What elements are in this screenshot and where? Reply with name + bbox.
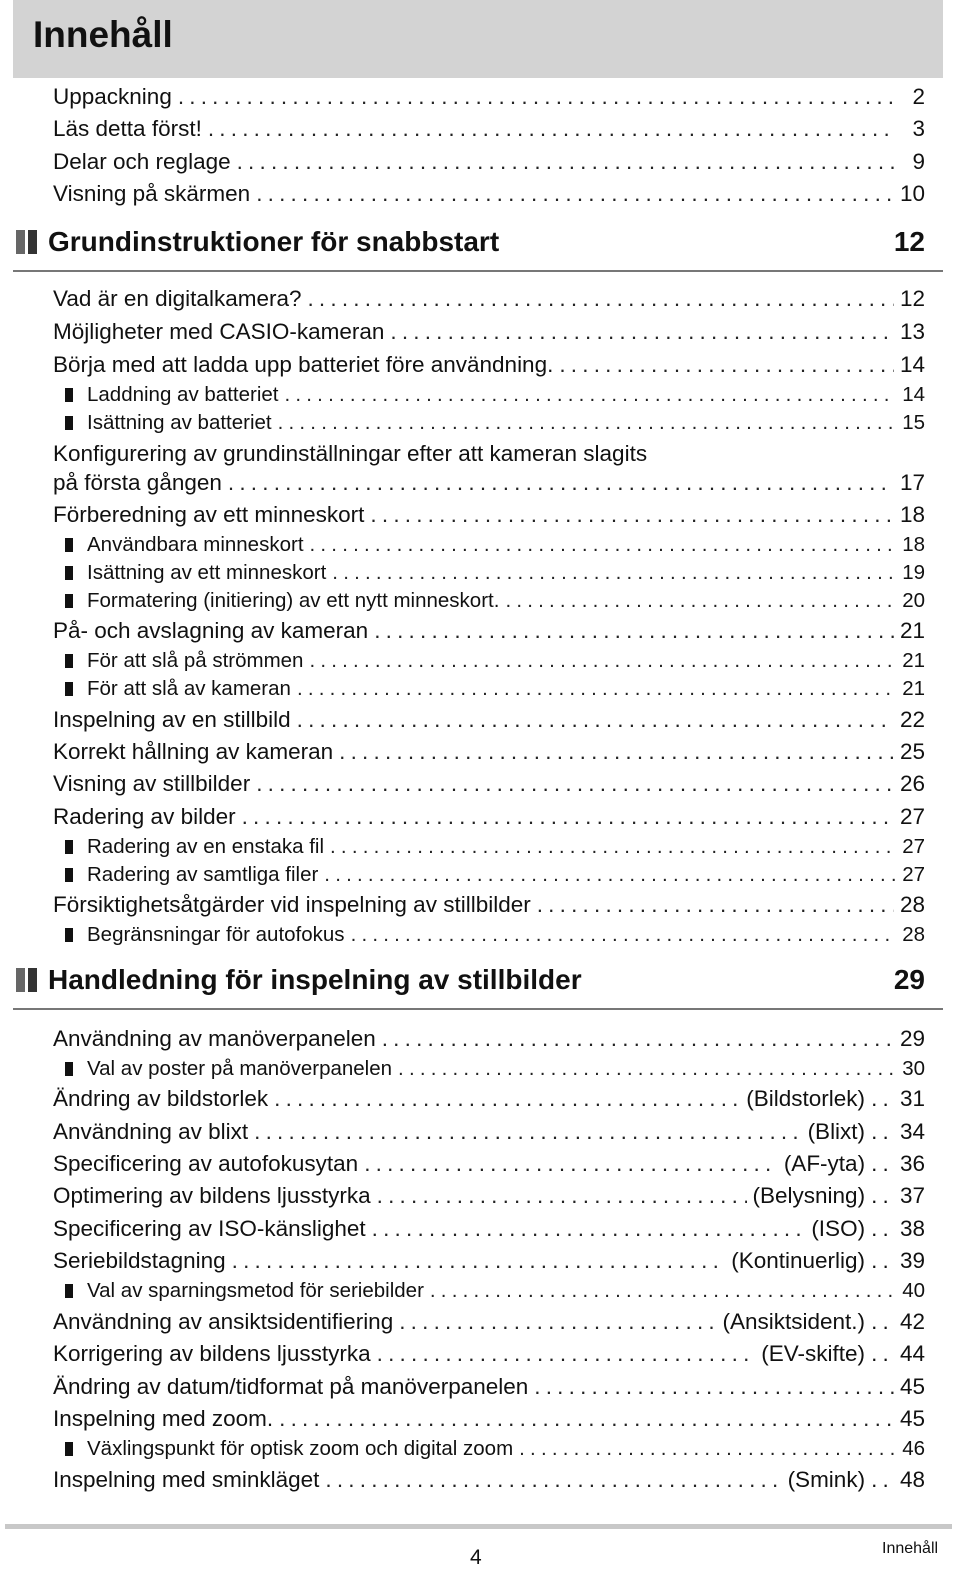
toc-entry-text: För att slå av kameran bbox=[87, 677, 291, 700]
toc-entry-page: 25 bbox=[899, 739, 925, 764]
dot-leader bbox=[256, 179, 894, 209]
toc-subentry[interactable] bbox=[65, 861, 925, 889]
toc-entry-page: 22 bbox=[899, 707, 925, 732]
toc-entry[interactable] bbox=[53, 317, 925, 347]
bullet-icon bbox=[65, 1442, 73, 1456]
dot-leader: .. bbox=[871, 1216, 894, 1241]
toc-entry-text: Vad är en digitalkamera? bbox=[53, 286, 302, 311]
dot-leader: .. bbox=[871, 1119, 894, 1144]
dot-leader bbox=[339, 737, 894, 767]
toc-entry-tag: (ISO) bbox=[811, 1216, 866, 1241]
toc-entry-page: 28 bbox=[899, 892, 925, 917]
dot-leader bbox=[307, 284, 893, 314]
toc-entry-text: Ändring av datum/tidformat på manöverpanelen bbox=[53, 1374, 529, 1399]
toc-entry[interactable] bbox=[53, 500, 925, 530]
toc-entry-text: Seriebildstagning bbox=[53, 1248, 226, 1273]
toc-entry-text: Isättning av ett minneskort bbox=[87, 561, 327, 584]
toc-entry-text: Läs detta först! bbox=[53, 116, 202, 141]
toc-entry-page: 12 bbox=[899, 286, 925, 311]
toc-subentry[interactable] bbox=[65, 647, 925, 675]
toc-entry-page: 18 bbox=[899, 502, 925, 527]
toc-entry-page: 26 bbox=[899, 771, 925, 796]
toc-entry-text: på första gången bbox=[53, 470, 222, 495]
toc-entry-text: Formatering (initiering) av ett nytt minneskort. bbox=[87, 589, 500, 612]
toc-entry-text: Specificering av ISO-känslighet bbox=[53, 1216, 366, 1241]
toc-entry-text: Radering av bilder bbox=[53, 804, 236, 829]
dot-leader: .. bbox=[871, 1309, 894, 1334]
toc-entry-text: Börja med att ladda upp batteriet före användning. bbox=[53, 352, 554, 377]
toc-entry-page: 27 bbox=[899, 804, 925, 829]
toc-subentry[interactable] bbox=[65, 675, 925, 703]
toc-entry[interactable] bbox=[53, 350, 925, 380]
toc-entry-text: Isättning av batteriet bbox=[87, 411, 272, 434]
toc-entry-page: 14 bbox=[899, 352, 925, 377]
dot-leader bbox=[534, 1372, 894, 1402]
dot-leader bbox=[254, 1117, 801, 1147]
toc-entry-page: 38 bbox=[899, 1216, 925, 1241]
toc-entry-page: 42 bbox=[899, 1309, 925, 1334]
section-title: Handledning för inspelning av stillbilder bbox=[48, 964, 582, 995]
toc-subentry[interactable] bbox=[65, 921, 925, 949]
toc-entry-text: Visning av stillbilder bbox=[53, 771, 251, 796]
toc-subentry[interactable] bbox=[65, 1055, 925, 1083]
toc-entry-page: 9 bbox=[912, 149, 925, 174]
toc-entry[interactable] bbox=[53, 1246, 925, 1276]
toc-entry-tag: (Bildstorlek) bbox=[746, 1086, 866, 1111]
dot-leader bbox=[332, 559, 895, 587]
toc-entry[interactable] bbox=[53, 1024, 925, 1054]
toc-entry[interactable] bbox=[53, 468, 925, 498]
toc-entry[interactable] bbox=[53, 1084, 925, 1114]
dot-leader bbox=[370, 500, 894, 530]
toc-subentry[interactable] bbox=[65, 531, 925, 559]
footer-label: Innehåll bbox=[882, 1540, 939, 1557]
toc-entry-text: Inspelning med sminkläget bbox=[53, 1467, 320, 1492]
section-header-quickstart[interactable] bbox=[13, 218, 943, 272]
toc-entry[interactable] bbox=[53, 1307, 925, 1337]
toc-entry-text: Val av sparningsmetod för seriebilder bbox=[87, 1279, 424, 1302]
dot-leader bbox=[390, 317, 894, 347]
toc-entry-page: 27 bbox=[902, 863, 925, 886]
toc-entry-tag: (Kontinuerlig) bbox=[731, 1248, 866, 1273]
dot-leader bbox=[228, 468, 894, 498]
dot-leader bbox=[399, 1307, 716, 1337]
toc-subentry[interactable] bbox=[65, 409, 925, 437]
bullet-icon bbox=[65, 840, 73, 854]
toc-entry[interactable] bbox=[53, 616, 925, 646]
bullet-icon bbox=[65, 566, 73, 580]
dot-leader bbox=[309, 647, 895, 675]
toc-entry-page: 21 bbox=[899, 618, 925, 643]
toc-entry-text: Val av poster på manöverpanelen bbox=[87, 1057, 393, 1080]
toc-entry-page: 39 bbox=[899, 1248, 925, 1273]
toc-entry-page: 34 bbox=[899, 1119, 925, 1144]
dot-leader bbox=[430, 1277, 895, 1305]
toc-entry[interactable] bbox=[53, 1339, 925, 1369]
toc-entry-page: 13 bbox=[899, 319, 925, 344]
dot-leader bbox=[256, 769, 894, 799]
toc-entry-page: 37 bbox=[899, 1183, 925, 1208]
section-page: 12 bbox=[893, 226, 925, 257]
bullet-icon bbox=[65, 538, 73, 552]
toc-entry-page: 48 bbox=[899, 1467, 925, 1492]
toc-entry-page: 28 bbox=[902, 923, 925, 946]
toc-entry[interactable] bbox=[53, 705, 925, 735]
bullet-icon bbox=[65, 416, 73, 430]
toc-entry[interactable] bbox=[53, 82, 925, 112]
toc-entry-text: Möjligheter med CASIO-kameran bbox=[53, 319, 385, 344]
toc-entry-page: 20 bbox=[902, 589, 925, 612]
toc-entry-page: 44 bbox=[899, 1341, 925, 1366]
toc-entry-page: 45 bbox=[899, 1374, 925, 1399]
section-marker-icon bbox=[16, 968, 38, 992]
toc-entry-page: 31 bbox=[899, 1086, 925, 1111]
toc-entry-text: På- och avslagning av kameran bbox=[53, 618, 369, 643]
toc-entry[interactable] bbox=[53, 284, 925, 314]
toc-subentry[interactable] bbox=[65, 1277, 925, 1305]
footer-divider bbox=[5, 1524, 952, 1529]
dot-leader bbox=[559, 350, 894, 380]
toc-entry-text: Specificering av autofokusytan bbox=[53, 1151, 359, 1176]
bullet-icon bbox=[65, 594, 73, 608]
dot-leader bbox=[284, 381, 895, 409]
toc-entry[interactable] bbox=[53, 1149, 925, 1179]
bullet-icon bbox=[65, 928, 73, 942]
toc-entry-page: 46 bbox=[902, 1437, 925, 1460]
toc-entry-page: 2 bbox=[912, 84, 925, 109]
toc-entry[interactable] bbox=[53, 1404, 925, 1434]
toc-entry-page: 17 bbox=[899, 470, 925, 495]
toc-entry-page: 29 bbox=[899, 1026, 925, 1051]
dot-leader bbox=[278, 409, 895, 437]
dot-leader bbox=[297, 705, 894, 735]
toc-entry-text: Radering av samtliga filer bbox=[87, 863, 319, 886]
dot-leader bbox=[274, 1084, 740, 1114]
toc-entry-text: Ändring av bildstorlek bbox=[53, 1086, 269, 1111]
toc-subentry[interactable] bbox=[65, 833, 925, 861]
section-title: Grundinstruktioner för snabbstart bbox=[48, 226, 500, 257]
dot-leader bbox=[297, 675, 895, 703]
dot-leader bbox=[324, 861, 895, 889]
toc-entry-text: Visning på skärmen bbox=[53, 181, 251, 206]
toc-entry-text: Användning av blixt bbox=[53, 1119, 249, 1144]
toc-entry[interactable] bbox=[53, 439, 925, 469]
toc-subentry[interactable] bbox=[65, 1435, 925, 1463]
dot-leader bbox=[505, 587, 895, 615]
dot-leader: .. bbox=[871, 1248, 894, 1273]
dot-leader bbox=[208, 114, 895, 144]
toc-entry[interactable] bbox=[53, 1214, 925, 1244]
dot-leader bbox=[364, 1149, 778, 1179]
toc-entry-page: 36 bbox=[899, 1151, 925, 1176]
bullet-icon bbox=[65, 388, 73, 402]
dot-leader bbox=[537, 890, 894, 920]
dot-leader bbox=[310, 531, 895, 559]
toc-entry-text: Användning av ansiktsidentifiering bbox=[53, 1309, 394, 1334]
toc-subentry[interactable] bbox=[65, 587, 925, 615]
toc-entry[interactable] bbox=[53, 737, 925, 767]
toc-entry-tag: (Ansiktsident.) bbox=[722, 1309, 866, 1334]
dot-leader bbox=[178, 82, 895, 112]
toc-entry-text: Begränsningar för autofokus bbox=[87, 923, 345, 946]
toc-entry-tag: (Belysning) bbox=[752, 1183, 866, 1208]
toc-entry[interactable] bbox=[53, 1181, 925, 1211]
dot-leader bbox=[325, 1465, 781, 1495]
dot-leader: .. bbox=[871, 1467, 894, 1492]
dot-leader bbox=[242, 802, 894, 832]
toc-entry[interactable] bbox=[53, 1372, 925, 1402]
toc-entry-tag: (Blixt) bbox=[807, 1119, 866, 1144]
dot-leader bbox=[237, 147, 895, 177]
dot-leader bbox=[398, 1055, 895, 1083]
section-page: 29 bbox=[893, 964, 925, 995]
dot-leader bbox=[377, 1339, 756, 1369]
toc-entry[interactable] bbox=[53, 802, 925, 832]
toc-entry-page: 3 bbox=[912, 116, 925, 141]
toc-entry-page: 21 bbox=[902, 677, 925, 700]
toc-entry-text: Inspelning med zoom. bbox=[53, 1406, 274, 1431]
toc-entry-text: Försiktighetsåtgärder vid inspelning av stillbilder bbox=[53, 892, 531, 917]
toc-entry-text: Radering av en enstaka fil bbox=[87, 835, 325, 858]
toc-entry-text: Delar och reglage bbox=[53, 149, 231, 174]
toc-subentry[interactable] bbox=[65, 559, 925, 587]
toc-entry-text: Användbara minneskort bbox=[87, 533, 304, 556]
toc-entry-page: 27 bbox=[902, 835, 925, 858]
toc-entry-page: 15 bbox=[902, 411, 925, 434]
dot-leader bbox=[377, 1181, 747, 1211]
toc-entry-page: 40 bbox=[902, 1279, 925, 1302]
dot-leader bbox=[519, 1435, 895, 1463]
dot-leader: .. bbox=[871, 1183, 894, 1208]
toc-entry-tag: (AF-yta) bbox=[783, 1151, 866, 1176]
section-marker-icon bbox=[16, 230, 38, 254]
toc-entry-page: 45 bbox=[899, 1406, 925, 1431]
toc-entry-text: Växlingspunkt för optisk zoom och digital zoom bbox=[87, 1437, 514, 1460]
toc-entry-tag: (EV-skifte) bbox=[761, 1341, 866, 1366]
dot-leader bbox=[372, 1214, 806, 1244]
toc-entry[interactable] bbox=[53, 147, 925, 177]
title-bar bbox=[13, 0, 943, 78]
toc-entry-page: 19 bbox=[902, 561, 925, 584]
page-title: Innehåll bbox=[33, 14, 173, 55]
toc-entry[interactable] bbox=[53, 114, 925, 144]
toc-entry-page: 10 bbox=[899, 181, 925, 206]
toc-entry[interactable] bbox=[53, 179, 925, 209]
bullet-icon bbox=[65, 868, 73, 882]
dot-leader: .. bbox=[871, 1151, 894, 1176]
dot-leader bbox=[351, 921, 895, 949]
toc-entry-text: Korrigering av bildens ljusstyrka bbox=[53, 1341, 371, 1366]
dot-leader bbox=[382, 1024, 894, 1054]
toc-entry-page: 30 bbox=[902, 1057, 925, 1080]
toc-entry[interactable] bbox=[53, 1117, 925, 1147]
toc-entry-text: Förberedning av ett minneskort bbox=[53, 502, 365, 527]
dot-leader bbox=[374, 616, 894, 646]
toc-entry-page: 14 bbox=[902, 383, 925, 406]
bullet-icon bbox=[65, 1284, 73, 1298]
toc-entry-text: Inspelning av en stillbild bbox=[53, 707, 291, 732]
toc-entry-text: Uppackning bbox=[53, 84, 172, 109]
section-header-stills[interactable] bbox=[13, 956, 943, 1010]
dot-leader: .. bbox=[871, 1086, 894, 1111]
toc-entry-tag: (Smink) bbox=[787, 1467, 866, 1492]
bullet-icon bbox=[65, 682, 73, 696]
bullet-icon bbox=[65, 654, 73, 668]
toc-entry[interactable] bbox=[53, 890, 925, 920]
toc-entry-page: 18 bbox=[902, 533, 925, 556]
bullet-icon bbox=[65, 1062, 73, 1076]
toc-entry-text: För att slå på strömmen bbox=[87, 649, 304, 672]
toc-entry-text: Laddning av batteriet bbox=[87, 383, 279, 406]
dot-leader bbox=[279, 1404, 894, 1434]
toc-entry-text: Konfigurering av grundinställningar efter att kameran slagits bbox=[53, 441, 648, 466]
toc-entry[interactable] bbox=[53, 769, 925, 799]
toc-entry[interactable] bbox=[53, 1465, 925, 1495]
page-number: 4 bbox=[470, 1546, 482, 1569]
toc-entry-text: Optimering av bildens ljusstyrka bbox=[53, 1183, 371, 1208]
toc-entry-text: Användning av manöverpanelen bbox=[53, 1026, 376, 1051]
dot-leader bbox=[330, 833, 895, 861]
toc-entry-page: 21 bbox=[902, 649, 925, 672]
toc-entry-text: Korrekt hållning av kameran bbox=[53, 739, 334, 764]
dot-leader bbox=[232, 1246, 726, 1276]
toc-subentry[interactable] bbox=[65, 381, 925, 409]
dot-leader: .. bbox=[871, 1341, 894, 1366]
